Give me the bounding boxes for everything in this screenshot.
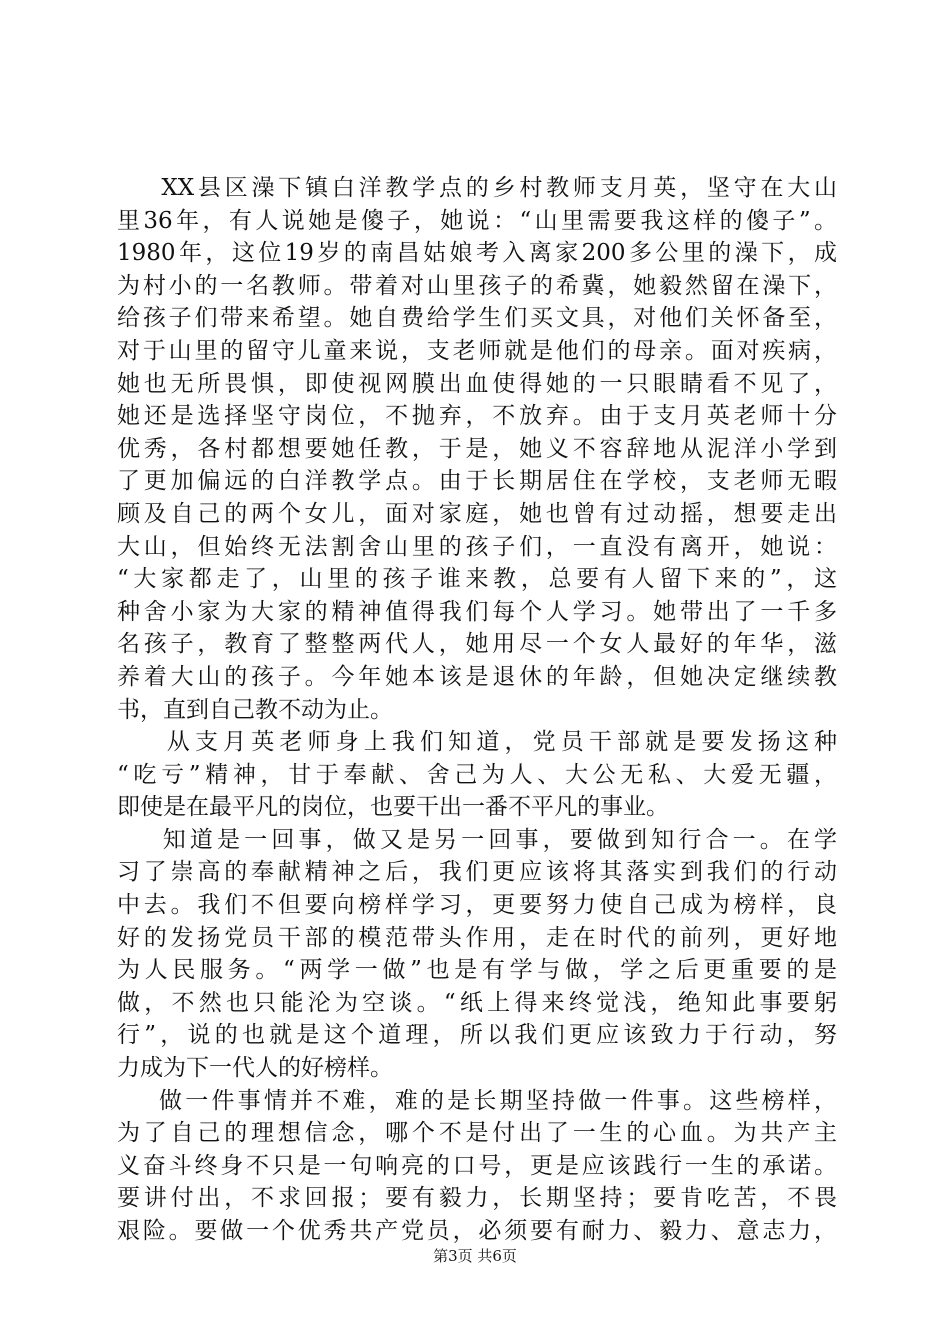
text-line: 她还是选择坚守岗位，不抛弃，不放弃。由于支月英老师十分 — [117, 403, 837, 430]
text-line: 她也无所畏惧，即使视网膜出血使得她的一只眼睛看不见了， — [117, 370, 837, 397]
text-line: XX县区澡下镇白洋教学点的乡村教师支月英，坚守在大山 — [117, 175, 837, 201]
text-line: 中去。我们不但要向榜样学习，更要努力使自己成为榜样，良 — [117, 892, 837, 919]
text-line: “吃亏”精神，甘于奉献、舍己为人、大公无私、大爱无疆， — [117, 761, 837, 788]
text-line: 即使是在最平凡的岗位，也要干出一番不平凡的事业。 — [117, 794, 669, 821]
text-line: 名孩子，教育了整整两代人，她用尽一个女人最好的年华，滋 — [117, 631, 837, 658]
text-line: 力成为下一代人的好榜样。 — [117, 1055, 393, 1082]
text-line: 好的发扬党员干部的模范带头作用，走在时代的前列，更好地 — [117, 924, 837, 951]
text-line: 了更加偏远的白洋教学点。由于长期居住在学校，支老师无暇 — [117, 468, 837, 495]
text-line: 1980年，这位19岁的南昌姑娘考入离家200多公里的澡下，成 — [117, 240, 837, 267]
text-line: 艰险。要做一个优秀共产党员，必须要有耐力、毅力、意志力， — [117, 1218, 837, 1244]
text-line: 知道是一回事，做又是另一回事，要做到知行合一。在学 — [117, 826, 837, 853]
text-line: 行”，说的也就是这个道理，所以我们更应该致力于行动，努 — [117, 1022, 837, 1049]
text-line: 种舍小家为大家的精神值得我们每个人学习。她带出了一千多 — [117, 598, 837, 625]
text-line: 里36年，有人说她是傻子，她说：“山里需要我这样的傻子”。 — [117, 207, 837, 234]
text-line: 义奋斗终身不只是一句响亮的口号，更是应该践行一生的承诺。 — [117, 1152, 837, 1179]
text-line: “大家都走了，山里的孩子谁来教，总要有人留下来的”，这 — [117, 566, 837, 593]
text-line: 对于山里的留守儿童来说，支老师就是他们的母亲。面对疾病， — [117, 337, 837, 364]
text-line: 做一件事情并不难，难的是长期坚持做一件事。这些榜样， — [117, 1087, 837, 1114]
text-line: 养着大山的孩子。今年她本该是退休的年龄，但她决定继续教 — [117, 663, 837, 690]
text-line: 大山，但始终无法割舍山里的孩子们，一直没有离开，她说： — [117, 533, 837, 560]
text-line: 给孩子们带来希望。她自费给学生们买文具，对他们关怀备至， — [117, 305, 837, 332]
text-line: 为人民服务。“两学一做”也是有学与做，学之后更重要的是 — [117, 957, 837, 984]
text-line: 要讲付出，不求回报；要有毅力，长期坚持；要肯吃苦，不畏 — [117, 1185, 837, 1212]
text-line: 为了自己的理想信念，哪个不是付出了一生的心血。为共产主 — [117, 1120, 837, 1147]
text-line: 书，直到自己教不动为止。 — [117, 696, 393, 723]
text-line: 优秀，各村都想要她任教，于是，她义不容辞地从泥洋小学到 — [117, 435, 837, 462]
text-line: 从支月英老师身上我们知道，党员干部就是要发扬这种 — [117, 729, 837, 756]
body-text — [117, 172, 837, 1248]
text-line: 做，不然也只能沦为空谈。“纸上得来终觉浅，绝知此事要躬 — [117, 989, 837, 1016]
text-line: 为村小的一名教师。带着对山里孩子的希冀，她毅然留在澡下， — [117, 272, 837, 299]
page-footer: 第3页 共6页 — [433, 1247, 517, 1265]
text-line: 习了崇高的奉献精神之后，我们更应该将其落实到我们的行动 — [117, 859, 837, 886]
text-line: 顾及自己的两个女儿，面对家庭，她也曾有过动摇，想要走出 — [117, 500, 837, 527]
